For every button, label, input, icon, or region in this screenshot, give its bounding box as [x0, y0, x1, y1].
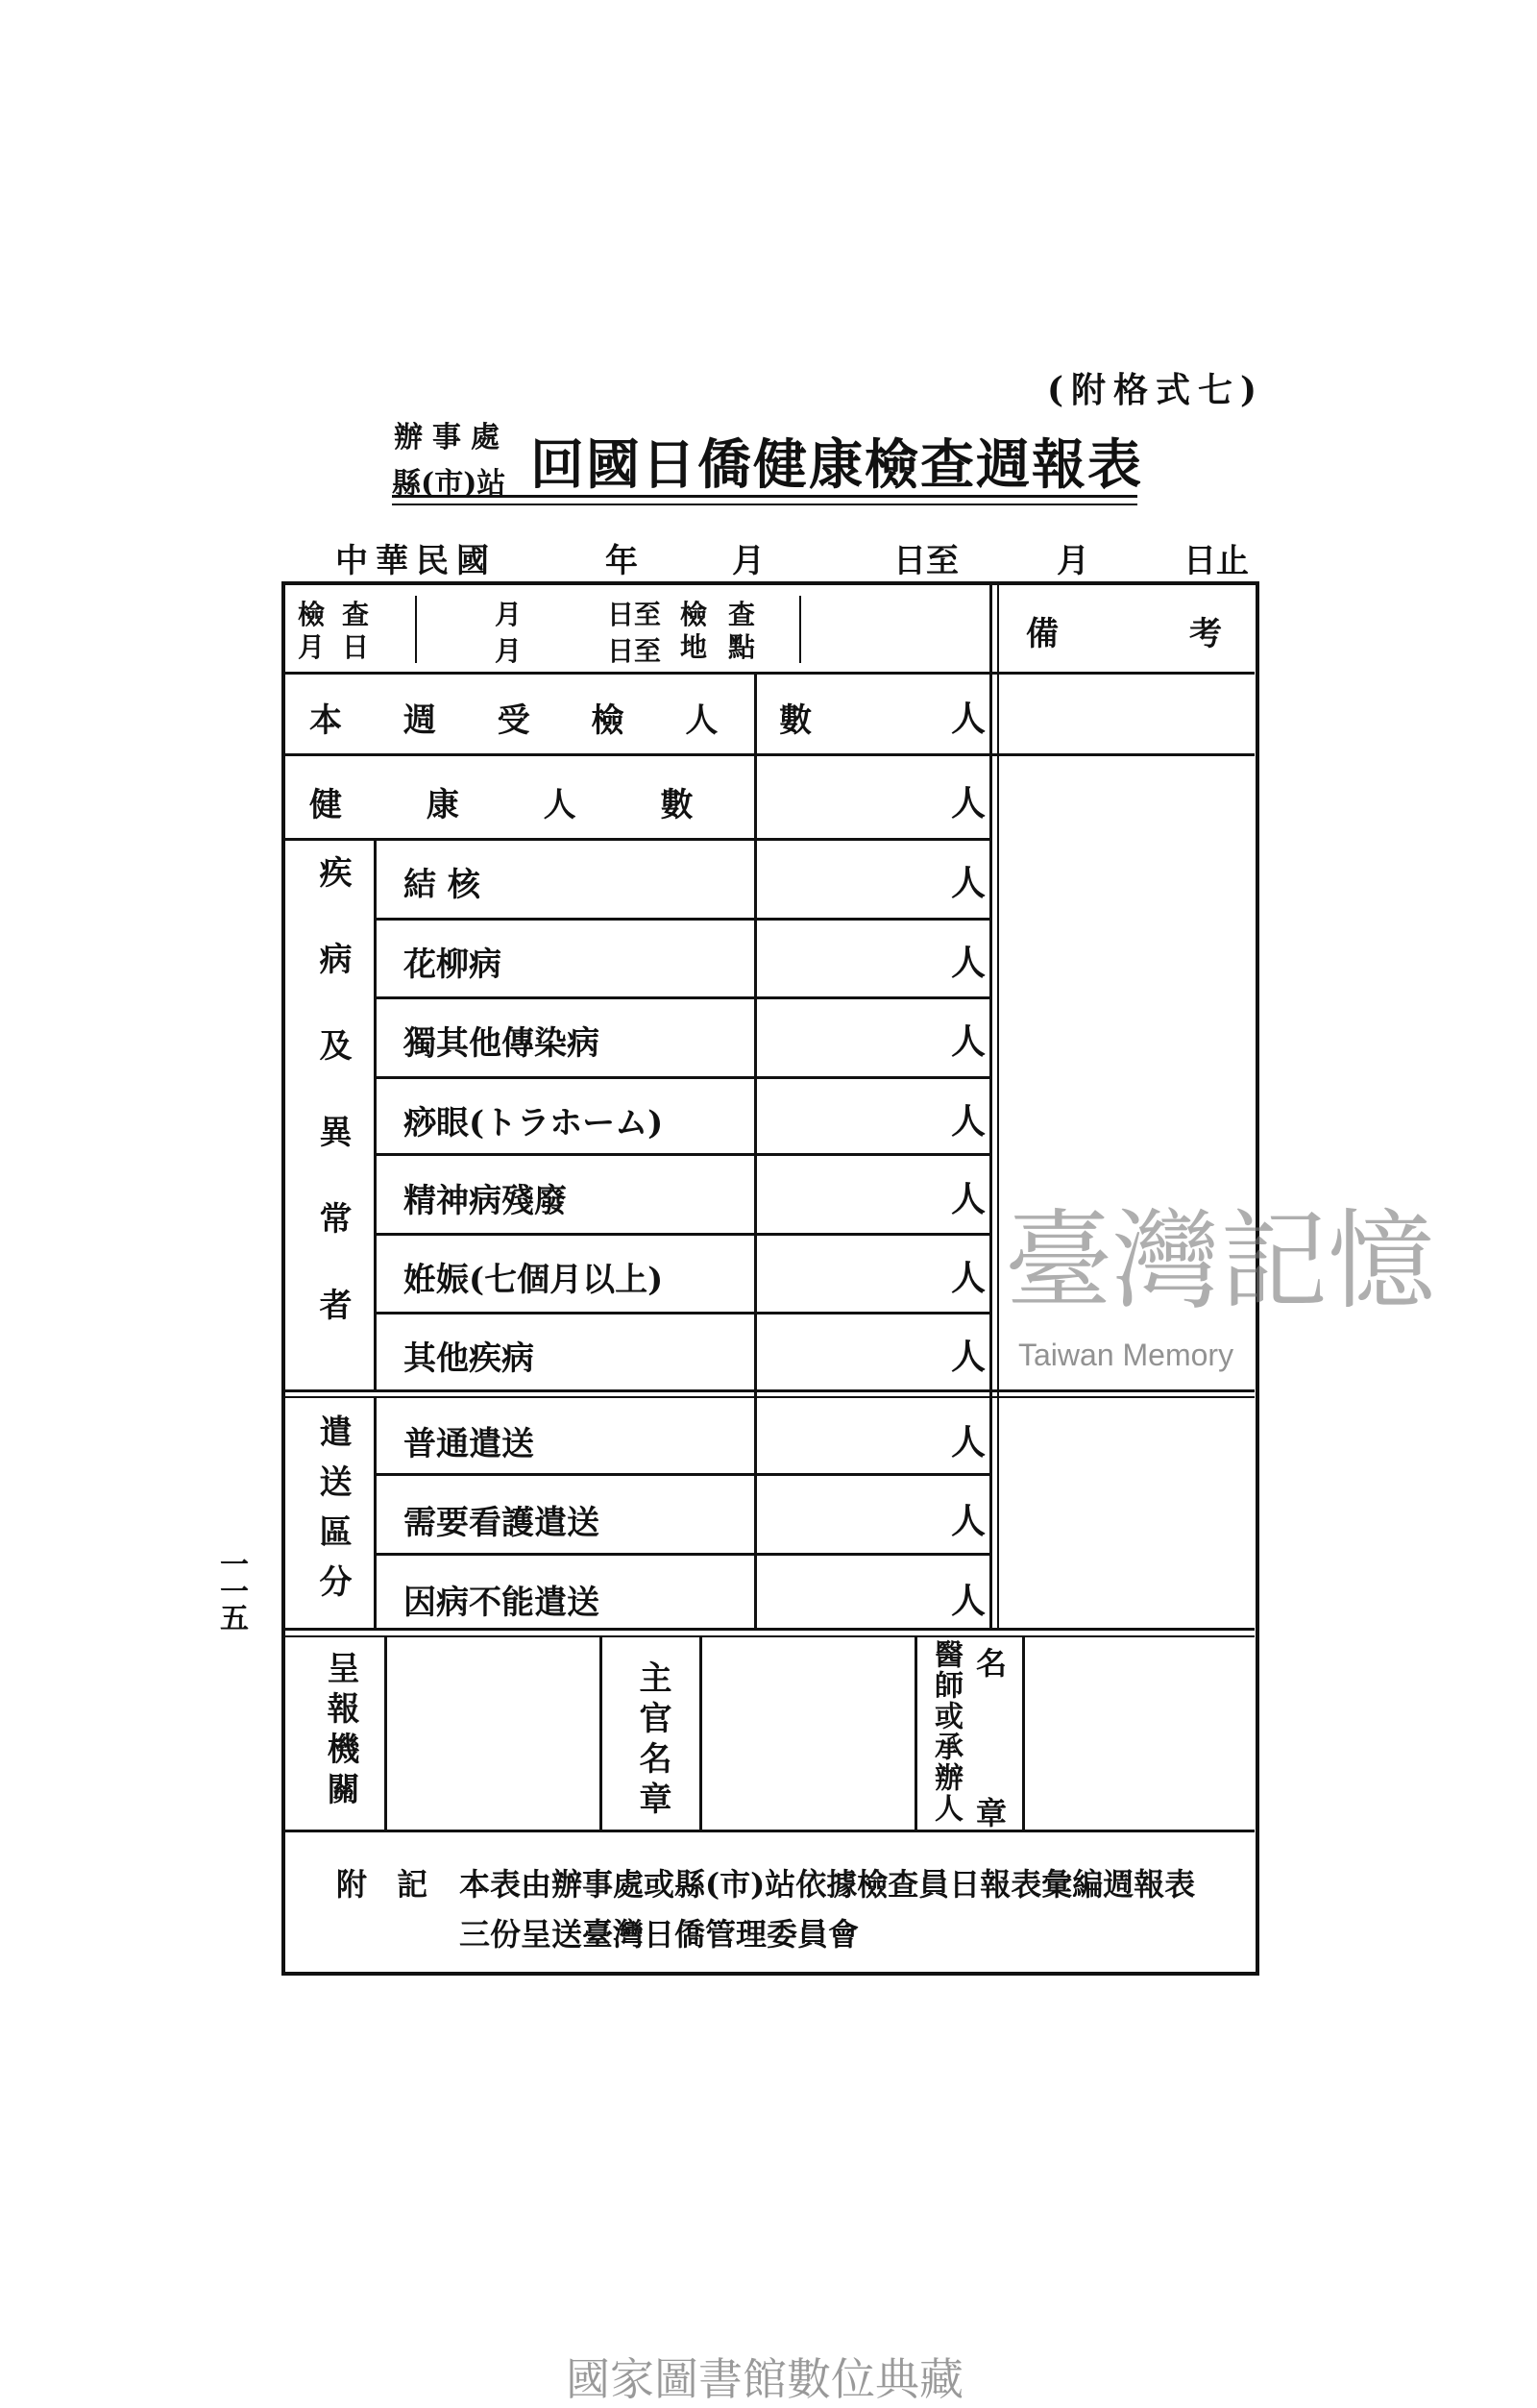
col-divider [989, 581, 992, 1629]
form-number: (附格式七) [1047, 370, 1265, 410]
row-divider [374, 918, 989, 921]
watermark-english: Taiwan Memory [1018, 1338, 1234, 1372]
chief-seal-label: 主官名章 [633, 1660, 671, 1822]
inspect-date-label: 檢查 [298, 599, 387, 630]
row-divider [284, 1389, 1255, 1392]
healthy-unit: 人 [951, 783, 987, 823]
repatriation-item: 因病不能遣送 [403, 1584, 599, 1622]
unit-label: 人 [951, 1101, 987, 1142]
row-divider [374, 1076, 989, 1079]
inspect-place-label: 檢查 [680, 599, 777, 630]
disease-item: 花柳病 [403, 946, 501, 984]
col-divider [374, 838, 377, 1389]
unit-label: 人 [951, 863, 987, 903]
footer-archive-label: 國家圖書館數位典藏 [566, 2353, 964, 2405]
row-divider [374, 996, 989, 999]
row-divider [374, 1473, 989, 1476]
row-divider [374, 1553, 989, 1556]
remarks-label-2: 考 [1189, 615, 1222, 653]
unit-label: 人 [951, 1258, 987, 1298]
col-divider [374, 1396, 377, 1628]
row-divider [374, 1312, 989, 1315]
page-number: 一一五 [214, 1549, 248, 1630]
unit-label: 人 [951, 1021, 987, 1062]
col-divider [754, 672, 757, 1628]
row-divider [284, 753, 1255, 756]
col-divider [599, 1635, 602, 1830]
doctor-label: 醫師或承辦人 [929, 1639, 963, 1824]
row-divider [284, 1628, 1255, 1631]
col-divider [915, 1635, 917, 1830]
date-era: 中華民國 [335, 542, 497, 580]
col-divider [699, 1635, 702, 1830]
title-underline-2 [392, 504, 1137, 505]
title-prefix-office: 辦事處 [394, 421, 509, 455]
disease-group-label: 疾病及異常者 [313, 855, 352, 1374]
disease-item: 其他疾病 [403, 1339, 534, 1378]
row-divider [284, 1635, 1255, 1637]
note-line-2: 三份呈送臺灣日僑管理委員會 [459, 1916, 860, 1953]
inspect-date-label-2: 月日 [298, 631, 387, 663]
date-month-end: 月 [1057, 542, 1089, 580]
month-label: 月 [495, 599, 523, 630]
title-prefix-station: 縣(市)站 [392, 467, 506, 501]
seal-label: 章 [976, 1795, 1008, 1831]
unit-label: 人 [951, 1179, 987, 1219]
date-day-to: 日至 [893, 542, 959, 580]
disease-item: 結 核 [403, 866, 480, 904]
healthy-count-label: 健 康 人 數 [309, 786, 730, 824]
unit-label: 人 [951, 1422, 987, 1462]
page-title: 回國日僑健康檢查週報表 [530, 433, 1143, 497]
date-day-end: 日止 [1183, 542, 1249, 580]
row-divider [374, 1153, 989, 1156]
unit-label: 人 [951, 1337, 987, 1377]
day-to-label: 日至 [607, 599, 662, 630]
row-divider [284, 838, 989, 841]
examined-count-label: 本 週 受 檢 人 數 [309, 701, 838, 740]
row-divider [284, 1830, 1255, 1832]
repatriation-item: 普通遣送 [403, 1425, 534, 1463]
row-divider [284, 1396, 1255, 1398]
disease-item: 獨其他傳染病 [403, 1024, 599, 1063]
inspect-place-label-2: 地點 [680, 631, 777, 663]
col-divider [799, 596, 801, 663]
row-divider [374, 1233, 989, 1236]
col-divider [415, 596, 417, 663]
repatriation-group-label: 遣送區分 [313, 1414, 352, 1614]
disease-item: 姙娠(七個月以上) [403, 1261, 664, 1299]
date-month: 月 [732, 542, 765, 580]
day-to-label-2: 日至 [607, 635, 662, 667]
col-divider [997, 581, 999, 1629]
note-label: 附 記 [336, 1866, 438, 1903]
month-label-2: 月 [495, 635, 523, 667]
reporting-agency-label: 呈報機關 [321, 1651, 359, 1812]
date-year: 年 [605, 542, 638, 580]
note-line-1: 本表由辦事處或縣(市)站依據檢查員日報表彙編週報表 [459, 1866, 1196, 1903]
watermark-logo: 臺灣記憶 [1005, 1199, 1435, 1324]
row-divider [284, 672, 1255, 675]
unit-label: 人 [951, 1581, 987, 1621]
remarks-label: 備 [1026, 615, 1059, 653]
name-label: 名 [976, 1645, 1008, 1682]
disease-item: 精神病殘廢 [403, 1182, 567, 1220]
disease-item: 痧眼(トラホーム) [403, 1104, 664, 1143]
col-divider [1022, 1635, 1025, 1830]
title-underline [392, 495, 1137, 498]
examined-unit: 人 [951, 699, 987, 739]
unit-label: 人 [951, 1501, 987, 1541]
repatriation-item: 需要看護遣送 [403, 1504, 599, 1542]
col-divider [384, 1635, 387, 1830]
unit-label: 人 [951, 943, 987, 983]
